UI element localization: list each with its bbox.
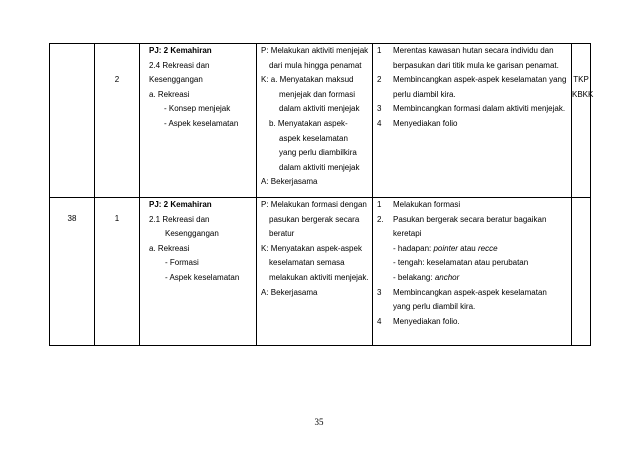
objective-line: dalam aktiviti menjejak (279, 162, 360, 172)
objectives-cell (257, 198, 373, 346)
unit-heading: PJ: 2 Kemahiran (149, 200, 212, 209)
activities-cell (373, 44, 572, 198)
activity-line: - hadapan: pointer atau recce (393, 243, 498, 253)
objective-line: K: Menyatakan aspek-aspek (261, 243, 362, 253)
unit-point: - Aspek keselamatan (164, 118, 239, 128)
activity-line: - belakang: anchor (393, 272, 460, 282)
objective-line: K: a. Menyatakan maksud (261, 75, 354, 85)
activity-line: keretapi (393, 229, 422, 239)
activity-line: 3 Membincangkan formasi dalam aktiviti menjejak. (377, 104, 566, 114)
day-number: 2 (114, 75, 120, 84)
activity-line: 1 Merentas kawasan hutan secara individu dan (377, 46, 554, 55)
activity-line: 2 Membincangkan aspek-aspek keselamatan yang (377, 75, 567, 85)
unit-topic-cont: Kesenggangan (149, 75, 203, 85)
lesson-plan-table (49, 43, 594, 346)
objective-line: yang perlu diambilkira (279, 148, 357, 158)
activity-line: 3 Membincangkan aspek-aspek keselamatan (377, 287, 547, 297)
unit-point: - Konsep menjejak (164, 104, 231, 114)
objective-line: P: Melakukan aktiviti menjejak (261, 46, 369, 55)
week-cell (50, 198, 95, 346)
activity-line: 4 Menyediakan folio (377, 118, 458, 128)
objective-line: dari mula hingga penamat (269, 60, 362, 70)
day-number: 1 (114, 214, 120, 223)
unit-point: - Aspek keselamatan (165, 272, 240, 282)
week-number: 38 (67, 214, 77, 223)
unit-topic: 2.1 Rekreasi dan (149, 214, 210, 224)
element-tag: KBKK (572, 89, 594, 99)
activity-line: yang perlu diambil kira. (393, 302, 476, 312)
unit-cell (140, 198, 257, 346)
unit-topic: 2.4 Rekreasi dan (149, 60, 210, 70)
activity-line: berpasukan dari titik mula ke garisan penamat. (393, 60, 559, 70)
objective-line: dalam aktiviti menjejak (279, 104, 360, 114)
unit-heading: PJ: 2 Kemahiran (149, 46, 212, 55)
elements-cell (572, 198, 591, 346)
activity-line: 2. Pasukan bergerak secara beratur bagaikan (377, 214, 547, 224)
week-cell (50, 44, 95, 198)
objective-line: aspek keselamatan (279, 133, 348, 143)
activity-line: - tengah: keselamatan atau perubatan (393, 258, 529, 268)
objective-line: A: Bekerjasama (261, 177, 318, 187)
objective-line: menjejak dan formasi (279, 89, 356, 99)
activity-line: perlu diambil kira. (393, 89, 456, 99)
table-row (50, 44, 591, 198)
table-row (50, 198, 591, 346)
activity-line: 4 Menyediakan folio. (377, 316, 460, 326)
unit-subtopic: a. Rekreasi (149, 89, 190, 99)
activities-cell (373, 198, 572, 346)
objective-line: melakukan aktiviti menjejak. (269, 272, 369, 282)
unit-cell (140, 44, 257, 198)
objective-line: pasukan bergerak secara (269, 214, 360, 224)
day-cell (95, 44, 140, 198)
elements-cell (572, 44, 594, 198)
activity-line: 1 Melakukan formasi (377, 200, 461, 209)
objective-line: keselamatan semasa (269, 258, 345, 268)
objectives-cell (257, 44, 373, 198)
objective-line: A: Bekerjasama (261, 287, 318, 297)
day-cell (95, 198, 140, 346)
objective-line: beratur (269, 229, 295, 239)
unit-point: - Formasi (165, 258, 199, 268)
objective-line: b. Menyatakan aspek- (269, 118, 348, 128)
page-number: 35 (314, 417, 324, 427)
objective-line: P: Melakukan formasi dengan (261, 200, 367, 209)
unit-subtopic: a. Rekreasi (149, 243, 190, 253)
unit-topic-cont: Kesenggangan (165, 229, 219, 239)
element-tag: TKP (573, 75, 589, 84)
